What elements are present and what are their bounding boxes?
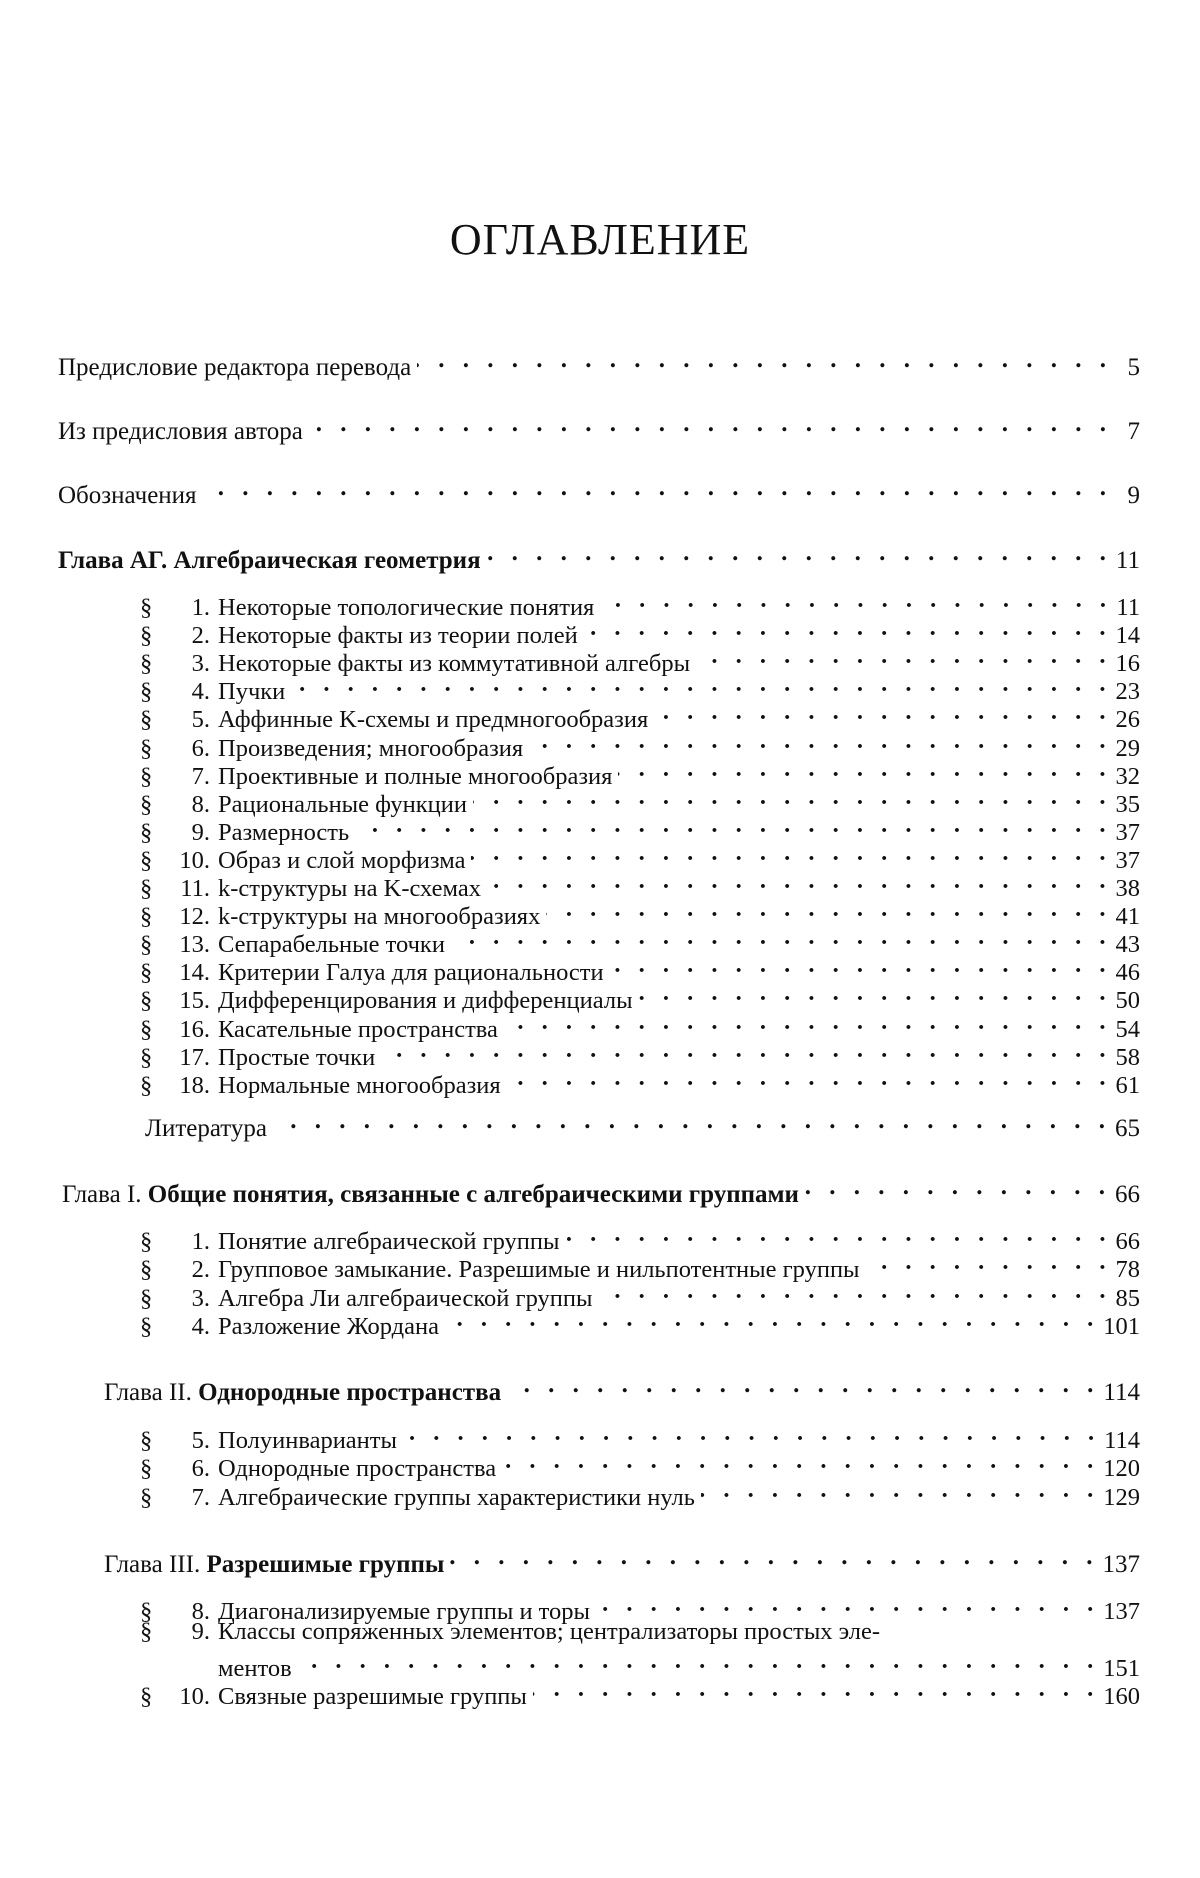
toc-section-9[interactable] (140, 810, 1140, 840)
section-page: 43 (1116, 930, 1141, 960)
toc-entry-page: 114 (1103, 1378, 1140, 1408)
toc-section-8[interactable] (140, 782, 1140, 812)
dot-leader (487, 866, 1111, 896)
dot-leader (417, 345, 1112, 375)
section-symbol: § (140, 1284, 170, 1314)
section-symbol: § (140, 1483, 170, 1513)
section-symbol: § (140, 986, 170, 1016)
section-number: 4. (170, 1312, 210, 1342)
dot-leader (529, 726, 1111, 756)
dot-leader (381, 1035, 1111, 1065)
section-title: Аффинные K-схемы и предмногообразия (218, 705, 648, 735)
dot-leader (701, 1475, 1099, 1505)
section-symbol: § (140, 1255, 170, 1285)
section-page: 50 (1116, 986, 1141, 1016)
section-number: 7. (170, 762, 210, 792)
section-page: 85 (1116, 1284, 1141, 1314)
section-number: 18. (170, 1071, 210, 1101)
section-page: 114 (1104, 1426, 1140, 1456)
table-of-contents (0, 0, 1200, 1878)
toc-section-6[interactable] (140, 726, 1140, 756)
section-title: Однородные пространства (218, 1454, 496, 1484)
section-page: 66 (1116, 1227, 1141, 1257)
section-symbol: § (140, 705, 170, 735)
section-symbol: § (140, 930, 170, 960)
chapter-prefix: Глава I. (62, 1181, 142, 1208)
section-title: Произведения; многообразия (218, 734, 523, 764)
section-title: Сепарабельные точки (218, 930, 445, 960)
section-symbol: § (140, 1071, 170, 1101)
chapter-heading (104, 1550, 444, 1580)
chapter-heading (62, 1180, 799, 1210)
dot-leader (610, 950, 1112, 980)
dot-leader (450, 1542, 1098, 1572)
toc-chapter-2[interactable] (104, 1370, 1140, 1400)
section-title: Алгебраические группы характеристики нуль (218, 1483, 695, 1513)
section-title: Дифференцирования и дифференциалы (218, 986, 633, 1016)
dot-leader (696, 641, 1111, 671)
dot-leader (403, 1418, 1100, 1448)
section-symbol: § (140, 1597, 170, 1627)
section-title: Связные разрешимые группы (218, 1682, 527, 1712)
dot-leader (598, 1276, 1111, 1306)
section-title: Понятие алгебраической группы (218, 1227, 560, 1257)
section-page: 151 (1103, 1654, 1140, 1684)
dot-leader (533, 1674, 1099, 1704)
section-title: k-структуры на K-схемах (218, 874, 481, 904)
section-title-continuation: ментов (218, 1654, 292, 1684)
toc-section-11[interactable] (140, 866, 1140, 896)
section-number: 6. (170, 1454, 210, 1484)
section-number: 3. (170, 1284, 210, 1314)
toc-page (0, 0, 1200, 1878)
section-symbol: § (140, 874, 170, 904)
chapter-prefix: Глава II. (104, 1379, 192, 1406)
section-page: 23 (1116, 677, 1141, 707)
section-title: Некоторые факты из коммутативной алгебры (218, 649, 690, 679)
section-page: 26 (1116, 705, 1141, 735)
toc-entry-author-preface[interactable] (58, 409, 1140, 439)
toc-section-10[interactable] (140, 838, 1140, 868)
section-page: 120 (1103, 1454, 1140, 1484)
section-symbol: § (140, 1682, 170, 1712)
toc-section-16[interactable] (140, 1007, 1140, 1037)
section-number: 1. (170, 593, 210, 623)
section-title: Некоторые факты из теории полей (218, 621, 578, 651)
toc-section-2[interactable] (140, 1247, 1140, 1277)
section-symbol: § (140, 1454, 170, 1484)
dot-leader (600, 585, 1112, 615)
dot-leader (471, 838, 1111, 868)
section-page: 32 (1116, 762, 1141, 792)
section-symbol: § (140, 677, 170, 707)
toc-section-15[interactable] (140, 978, 1140, 1008)
toc-section-12[interactable] (140, 894, 1140, 924)
section-page: 160 (1103, 1682, 1140, 1712)
dot-leader (507, 1370, 1099, 1400)
dot-leader (596, 1589, 1099, 1619)
dot-leader (445, 1304, 1099, 1334)
toc-entry-editor-preface[interactable] (58, 345, 1140, 375)
toc-entry-page: 137 (1103, 1550, 1141, 1580)
section-symbol: § (140, 1227, 170, 1257)
dot-leader (584, 613, 1112, 643)
chapter-title: Разрешимые группы (206, 1551, 444, 1578)
section-page: 61 (1116, 1071, 1141, 1101)
dot-leader (566, 1219, 1112, 1249)
dot-leader (654, 697, 1111, 727)
section-number: 8. (170, 1597, 210, 1627)
section-symbol: § (140, 818, 170, 848)
section-symbol: § (140, 762, 170, 792)
section-page: 137 (1103, 1597, 1140, 1627)
section-number: 13. (170, 930, 210, 960)
chapter-title: Общие понятия, связанные с алгебраическими группами (148, 1181, 799, 1208)
toc-section-3[interactable] (140, 641, 1140, 671)
section-number: 4. (170, 677, 210, 707)
section-page: 29 (1116, 734, 1141, 764)
toc-section-10[interactable] (140, 1674, 1140, 1704)
toc-section-5[interactable] (140, 1418, 1140, 1448)
section-number: 9. (170, 1617, 210, 1647)
section-title: Рациональные функции (218, 790, 467, 820)
section-title: Размерность (218, 818, 349, 848)
section-number: 8. (170, 790, 210, 820)
chapter-prefix: Глава III. (104, 1551, 200, 1578)
toc-section-3[interactable] (140, 1276, 1140, 1306)
section-symbol: § (140, 1617, 170, 1647)
section-page: 129 (1103, 1483, 1140, 1513)
section-number: 10. (170, 1682, 210, 1712)
toc-section-9[interactable] (140, 1617, 1140, 1647)
section-page: 54 (1116, 1015, 1141, 1045)
section-page: 46 (1116, 958, 1141, 988)
toc-section-17[interactable] (140, 1035, 1140, 1065)
section-title: k-структуры на многообразиях (218, 902, 540, 932)
toc-section-8[interactable] (140, 1589, 1140, 1619)
section-symbol: § (140, 1015, 170, 1045)
toc-entry-page: 66 (1115, 1180, 1140, 1210)
section-title: Алгебра Ли алгебраической группы (218, 1284, 592, 1314)
dot-leader (451, 922, 1112, 952)
toc-entry-page: 9 (1116, 481, 1140, 511)
toc-chapter-3[interactable] (104, 1542, 1140, 1572)
section-symbol: § (140, 846, 170, 876)
section-number: 3. (170, 649, 210, 679)
toc-entry-literature[interactable] (145, 1106, 1140, 1136)
section-number: 10. (170, 846, 210, 876)
section-number: 6. (170, 734, 210, 764)
section-title: Критерии Галуа для рациональности (218, 958, 604, 988)
section-number: 11. (170, 874, 210, 904)
section-page: 58 (1116, 1043, 1141, 1073)
section-title: Образ и слой морфизма (218, 846, 465, 876)
section-page: 35 (1116, 790, 1141, 820)
toc-section-4[interactable] (140, 1304, 1140, 1334)
section-symbol: § (140, 734, 170, 764)
toc-entry-text: Обозначения (58, 481, 197, 511)
toc-entry-text: Литература (145, 1114, 267, 1144)
section-page: 38 (1116, 874, 1141, 904)
dot-leader (805, 1172, 1111, 1202)
section-title: Групповое замыкание. Разрешимые и нильпотентные группы (218, 1255, 860, 1285)
section-page: 37 (1116, 846, 1141, 876)
dot-leader (504, 1007, 1112, 1037)
dot-leader (618, 754, 1111, 784)
section-number: 5. (170, 1426, 210, 1456)
section-page: 41 (1116, 902, 1141, 932)
toc-entry-text: Предисловие редактора перевода (58, 353, 411, 383)
section-page: 37 (1116, 818, 1141, 848)
section-number: 7. (170, 1483, 210, 1513)
toc-section-2[interactable] (140, 613, 1140, 643)
toc-section-13[interactable] (140, 922, 1140, 952)
dot-leader (866, 1247, 1112, 1277)
toc-section-5[interactable] (140, 697, 1140, 727)
section-title: Классы сопряженных элементов; централизаторы простых эле- (218, 1617, 880, 1647)
chapter-heading (104, 1378, 501, 1408)
section-symbol: § (140, 1426, 170, 1456)
dot-leader (473, 782, 1111, 812)
section-page: 101 (1103, 1312, 1140, 1342)
section-number: 2. (170, 1255, 210, 1285)
section-title: Нормальные многообразия (218, 1071, 501, 1101)
chapter-title: Однородные пространства (198, 1379, 501, 1406)
section-symbol: § (140, 621, 170, 651)
section-symbol: § (140, 649, 170, 679)
section-number: 2. (170, 621, 210, 651)
section-number: 1. (170, 1227, 210, 1257)
toc-entry-page: 5 (1116, 353, 1140, 383)
toc-section-continuation[interactable] (218, 1646, 1140, 1676)
section-page: 78 (1116, 1255, 1141, 1285)
dot-leader (507, 1063, 1112, 1093)
section-number: 5. (170, 705, 210, 735)
toc-section-7[interactable] (140, 754, 1140, 784)
section-number: 16. (170, 1015, 210, 1045)
section-title: Касательные пространства (218, 1015, 498, 1045)
section-page: 14 (1116, 621, 1141, 651)
toc-section-7[interactable] (140, 1475, 1140, 1505)
toc-entry-text: Из предисловия автора (58, 417, 303, 447)
toc-section-1[interactable] (140, 1219, 1140, 1249)
dot-leader (546, 894, 1111, 924)
toc-entry-notation[interactable] (58, 473, 1140, 503)
section-number: 17. (170, 1043, 210, 1073)
dot-leader (309, 409, 1112, 439)
toc-section-18[interactable] (140, 1063, 1140, 1093)
section-symbol: § (140, 1312, 170, 1342)
section-number: 12. (170, 902, 210, 932)
section-number: 9. (170, 818, 210, 848)
toc-entry-page: 7 (1116, 417, 1140, 447)
dot-leader (355, 810, 1111, 840)
section-number: 14. (170, 958, 210, 988)
chapter-heading (58, 546, 481, 576)
dot-leader (298, 1646, 1100, 1676)
section-number: 15. (170, 986, 210, 1016)
chapter-title: Алгебраическая геометрия (174, 547, 481, 574)
toc-section-4[interactable] (140, 669, 1140, 699)
dot-leader (639, 978, 1112, 1008)
section-title: Диагонализируемые группы и торы (218, 1597, 590, 1627)
dot-leader (273, 1106, 1111, 1136)
section-title: Полуинварианты (218, 1426, 397, 1456)
toc-chapter-ag[interactable] (58, 538, 1140, 568)
toc-chapter-1[interactable] (62, 1172, 1140, 1202)
toc-entry-page: 65 (1115, 1114, 1140, 1144)
section-title: Проективные и полные многообразия (218, 762, 612, 792)
section-symbol: § (140, 790, 170, 820)
section-symbol: § (140, 1043, 170, 1073)
section-title: Простые точки (218, 1043, 375, 1073)
toc-section-6[interactable] (140, 1446, 1140, 1476)
toc-section-1[interactable] (140, 585, 1140, 615)
chapter-prefix: Глава АГ. (58, 547, 167, 574)
dot-leader (502, 1446, 1099, 1476)
section-title: Разложение Жордана (218, 1312, 439, 1342)
page-title: ОГЛАВЛЕНИЕ (0, 212, 1200, 268)
section-title: Некоторые топологические понятия (218, 593, 594, 623)
toc-section-14[interactable] (140, 950, 1140, 980)
dot-leader (487, 538, 1112, 568)
section-symbol: § (140, 958, 170, 988)
section-symbol: § (140, 593, 170, 623)
section-page: 11 (1116, 593, 1140, 623)
dot-leader (291, 669, 1111, 699)
section-page: 16 (1116, 649, 1141, 679)
section-symbol: § (140, 902, 170, 932)
section-title: Пучки (218, 677, 285, 707)
toc-entry-page: 11 (1116, 546, 1140, 576)
dot-leader (203, 473, 1112, 503)
